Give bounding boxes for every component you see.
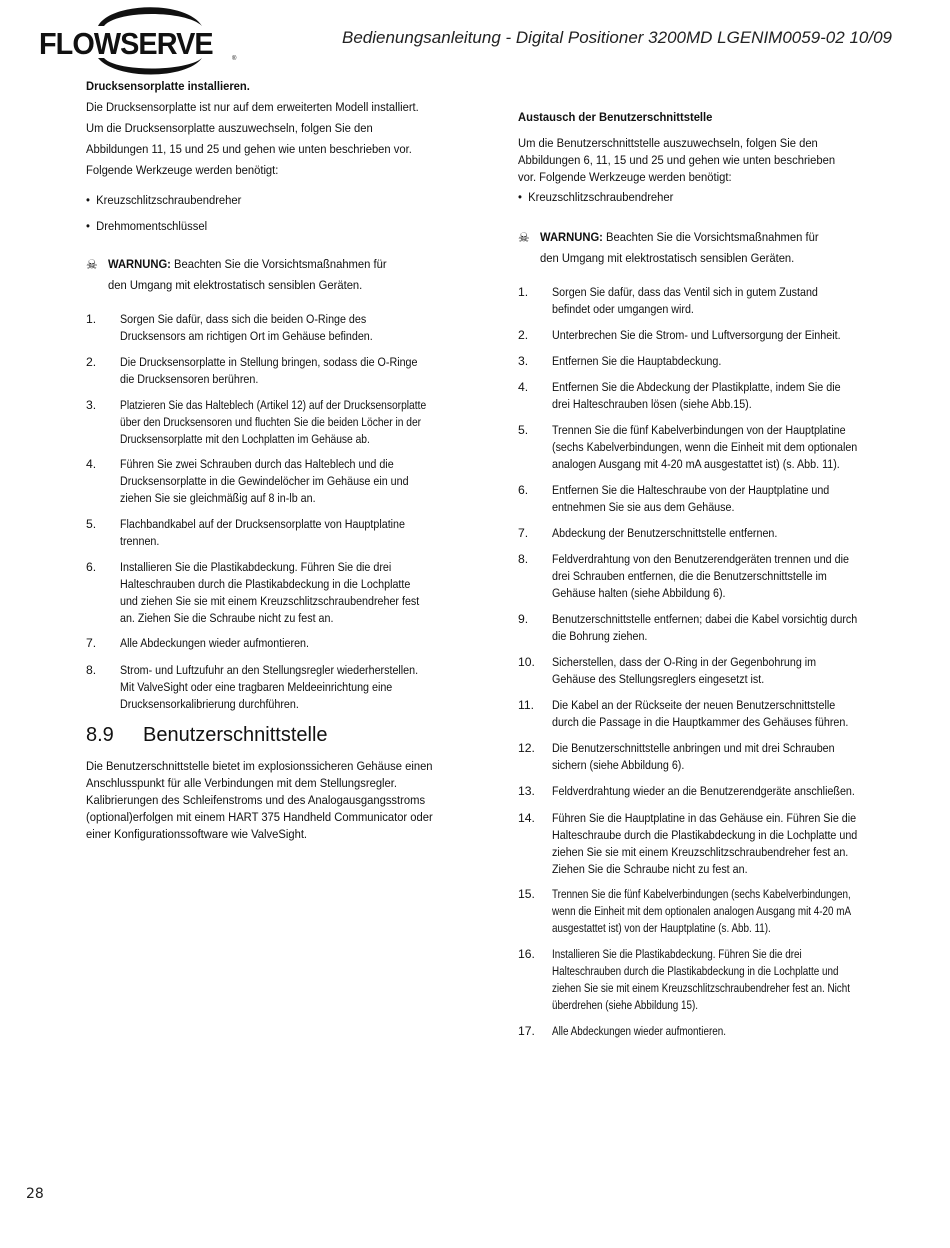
step-text: Sorgen Sie dafür, dass das Ventil sich in gutem Zustand befindet oder umgangen wird.	[552, 285, 818, 316]
step-text: Die Benutzerschnittstelle anbringen und mit drei Schrauben sichern (siehe Abbildung 6).	[552, 741, 835, 772]
step-number: 2.	[86, 355, 97, 369]
step-number: 6.	[518, 483, 529, 497]
section-number: 8.9	[86, 724, 114, 746]
step-number: 14.	[518, 811, 535, 825]
step-number: 8.	[518, 552, 529, 566]
step-number: 11.	[518, 698, 535, 712]
logo-wordmark: FLOWSERVE	[39, 26, 213, 61]
step-text: Die Drucksensorplatte in Stellung bringen, sodass die O-Ringe die Drucksensoren berühren.	[120, 355, 418, 386]
bullet-text: Kreuzschlitzschraubendreher	[96, 193, 242, 207]
right-warning	[540, 227, 819, 248]
bullet-text: Drehmomentschlüssel	[96, 219, 208, 233]
step-number: 3.	[518, 354, 529, 368]
step-text: Führen Sie die Hauptplatine in das Gehäuse ein. Führen Sie die Halteschraube durch die Plastikabdeckung in die Lochplatte und ziehen Sie sie mit einem Kreuzschlitzschraubendreher fest an. Ziehen Sie die Schraube nicht zu fest an.	[552, 811, 858, 876]
step-number: 10.	[518, 655, 535, 669]
step-text: Benutzerschnittstelle entfernen; dabei die Kabel vorsichtig durch die Bohrung ziehen.	[552, 612, 858, 643]
right-intro-line: Abbildungen 6, 11, 15 und 25 und gehen wie unten beschrieben	[518, 153, 836, 167]
step-text: Führen Sie zwei Schrauben durch das Halteblech und die Drucksensorplatte in die Gewindelöcher im Gehäuse ein und ziehen Sie sie gleichmäßig auf 8 in-lb an.	[120, 457, 409, 505]
step-text: Abdeckung der Benutzerschnittstelle entfernen.	[552, 526, 778, 540]
step-text: Platzieren Sie das Halteblech (Artikel 12) auf der Drucksensorplatte über den Drucksensoren und fluchten Sie die beiden Löcher in der Drucksensorplatte mit den Lochplatten im Gehäuse ab.	[120, 398, 427, 446]
step-number: 12.	[518, 741, 535, 755]
step-number: 4.	[86, 457, 97, 471]
warning-icon: ☠	[518, 230, 530, 245]
step-number: 13.	[518, 784, 535, 798]
step-number: 1.	[86, 312, 97, 326]
left-intro-line: Die Drucksensorplatte ist nur auf dem erweiterten Modell installiert.	[86, 100, 419, 114]
right-warning-line2: den Umgang mit elektrostatisch sensiblen Geräten.	[540, 251, 795, 265]
registered-mark: ®	[232, 56, 237, 62]
step-number: 15.	[518, 887, 535, 901]
step-text: Flachbandkabel auf der Drucksensorplatte von Hauptplatine trennen.	[120, 517, 405, 548]
step-text: Installieren Sie die Plastikabdeckung. Führen Sie die drei Halteschrauben durch die Plastikabdeckung in die Lochplatte und ziehen Sie sie mit einem Kreuzschlitzschraubendreher fest an. Nicht überdrehen (siehe Abbildung 15).	[552, 947, 850, 1012]
step-number: 1.	[518, 285, 529, 299]
step-text: Entfernen Sie die Hauptabdeckung.	[552, 354, 722, 368]
section-text-line: (optional)erfolgen mit einem HART 375 Handheld Communicator oder	[86, 810, 433, 824]
left-intro-line: Folgende Werkzeuge werden benötigt:	[86, 163, 279, 177]
left-heading: Drucksensorplatte installieren.	[86, 79, 250, 93]
step-text: Sicherstellen, dass der O-Ring in der Gegenbohrung im Gehäuse des Stellungsreglers eingesetzt ist.	[552, 655, 817, 686]
step-number: 4.	[518, 380, 529, 394]
left-warning	[108, 254, 387, 275]
step-number: 9.	[518, 612, 529, 626]
step-text: Installieren Sie die Plastikabdeckung. Führen Sie die drei Halteschrauben durch die Plastikabdeckung in die Lochplatte und ziehen Sie sie mit einem Kreuzschlitzschraubendreher fest an. Ziehen Sie die Schraube nicht zu fest an.	[120, 560, 420, 625]
page-header-title: Bedienungsanleitung - Digital Positioner 3200MD LGENIM0059-02 10/09	[341, 28, 892, 47]
warning-icon: ☠	[86, 257, 98, 272]
step-text: Trennen Sie die fünf Kabelverbindungen von der Hauptplatine (sechs Kabelverbindungen, wenn die Einheit mit dem optionalen analogen Ausgang mit 4-20 mA ausgestattet ist) (s. Abb. 11).	[552, 423, 858, 471]
section-title: Benutzerschnittstelle	[143, 724, 328, 746]
flowserve-logo	[36, 4, 236, 76]
left-intro-line: Um die Drucksensorplatte auszuwechseln, folgen Sie den	[86, 121, 373, 135]
left-bullet: • Kreuzschlitzschraubendreher	[86, 193, 242, 207]
left-intro-line: Abbildungen 11, 15 und 25 und gehen wie unten beschrieben vor.	[86, 142, 412, 156]
warning-label: WARNUNG:	[108, 257, 171, 271]
step-text: Sorgen Sie dafür, dass sich die beiden O-Ringe des Drucksensors am richtigen Ort im Gehäuse befinden.	[120, 312, 373, 343]
step-number: 2.	[518, 328, 529, 342]
step-text: Entfernen Sie die Abdeckung der Plastikplatte, indem Sie die drei Halteschrauben lösen (siehe Abb.15).	[552, 380, 841, 411]
left-warning-line2: den Umgang mit elektrostatisch sensiblen Geräten.	[108, 278, 363, 292]
section-text-line: Die Benutzerschnittstelle bietet im explosionssicheren Gehäuse einen	[86, 759, 433, 773]
section-text-line: einer Konfigurationssoftware wie ValveSight.	[86, 827, 308, 841]
step-text: Strom- und Luftzufuhr an den Stellungsregler wiederherstellen. Mit ValveSight oder eine tragbaren Meldeeinrichtung eine Drucksensorkalibrierung durchführen.	[120, 663, 419, 711]
step-text: Die Kabel an der Rückseite der neuen Benutzerschnittstelle durch die Passage in die Hauptkammer des Gehäuses führen.	[552, 698, 849, 729]
step-text: Trennen Sie die fünf Kabelverbindungen (sechs Kabelverbindungen, wenn die Einheit mit dem optionalen analogen Ausgang mit 4-20 mA ausgestattet ist) von der Hauptplatine (s. Abb. 11).	[552, 887, 852, 935]
step-number: 5.	[518, 423, 529, 437]
right-intro-line: vor. Folgende Werkzeuge werden benötigt:	[518, 170, 732, 184]
step-text: Feldverdrahtung wieder an die Benutzerendgeräte anschließen.	[552, 784, 855, 798]
step-number: 7.	[86, 636, 97, 650]
step-text: Feldverdrahtung von den Benutzerendgeräten trennen und die drei Schrauben entfernen, die die Benutzerschnittstelle im Gehäuse halten (siehe Abbildung 6).	[552, 552, 849, 600]
step-text: Entfernen Sie die Halteschraube von der Hauptplatine und entnehmen Sie sie aus dem Gehäuse.	[552, 483, 830, 514]
step-number: 17.	[518, 1024, 535, 1038]
step-number: 6.	[86, 560, 97, 574]
warning-text: Beachten Sie die Vorsichtsmaßnahmen für	[174, 257, 387, 271]
section-text-line: Anschlusspunkt für alle Verbindungen mit dem Stellungsregler.	[86, 776, 398, 790]
left-bullet: • Drehmomentschlüssel	[86, 219, 208, 233]
page-number: 28	[26, 1186, 44, 1202]
bullet-text: Kreuzschlitzschraubendreher	[528, 190, 674, 204]
section-text-line: Kalibrierungen des Schleifenstroms und des Analogausgangsstroms	[86, 793, 426, 807]
right-bullet: • Kreuzschlitzschraubendreher	[518, 190, 674, 204]
step-text: Alle Abdeckungen wieder aufmontieren.	[552, 1024, 726, 1038]
step-text: Unterbrechen Sie die Strom- und Luftversorgung der Einheit.	[552, 328, 841, 342]
step-text: Alle Abdeckungen wieder aufmontieren.	[120, 636, 310, 650]
step-number: 3.	[86, 398, 97, 412]
warning-text: Beachten Sie die Vorsichtsmaßnahmen für	[606, 230, 819, 244]
step-number: 16.	[518, 947, 535, 961]
warning-label: WARNUNG:	[540, 230, 603, 244]
right-heading: Austausch der Benutzerschnittstelle	[518, 110, 713, 124]
step-number: 8.	[86, 663, 97, 677]
step-number: 5.	[86, 517, 97, 531]
step-number: 7.	[518, 526, 529, 540]
right-intro-line: Um die Benutzerschnittstelle auszuwechseln, folgen Sie den	[518, 136, 818, 150]
